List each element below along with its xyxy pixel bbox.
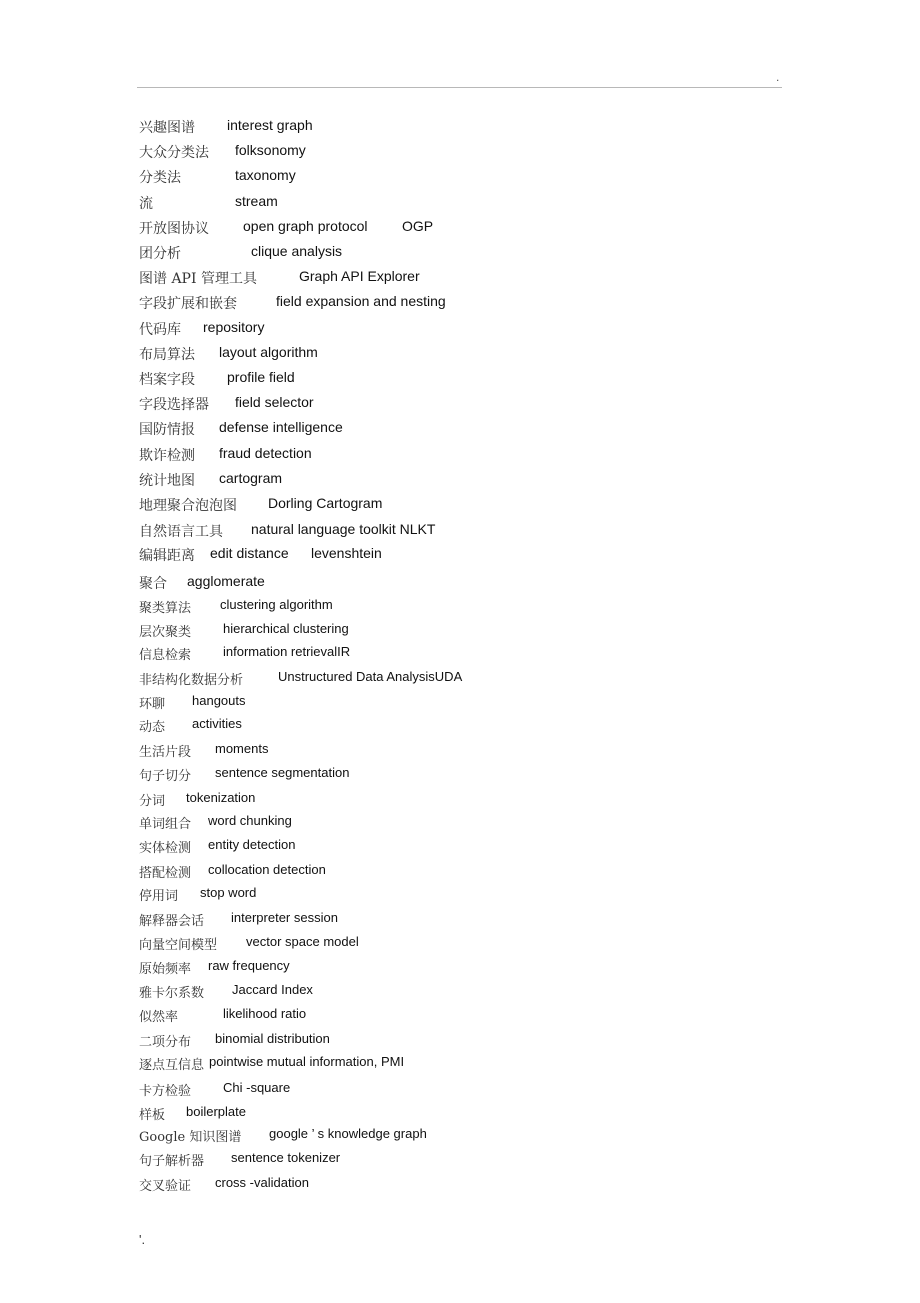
glossary-row: [139, 910, 338, 929]
glossary-row: [139, 621, 349, 640]
term-chinese: 句子切分: [139, 769, 192, 784]
glossary-row: [139, 495, 383, 515]
term-english: binomial distribution: [215, 1031, 330, 1046]
glossary-row: [139, 445, 312, 465]
glossary-row: [139, 344, 318, 364]
term-abbreviation: levenshtein: [311, 545, 382, 561]
term-english: boilerplate: [186, 1104, 246, 1119]
term-english: Chi -square: [223, 1080, 291, 1095]
term-english: profile field: [227, 369, 295, 385]
glossary-row: [139, 1104, 246, 1123]
glossary-row: [139, 117, 313, 137]
term-english: interest graph: [227, 117, 313, 133]
term-english: field expansion and nesting: [276, 293, 446, 309]
term-chinese: 欺诈检测: [139, 448, 195, 464]
term-chinese: 地理聚合泡泡图: [139, 498, 237, 514]
glossary-row: [139, 716, 242, 735]
glossary-row: [139, 1150, 341, 1169]
term-english: clique analysis: [251, 243, 343, 259]
glossary-row: [139, 545, 382, 565]
term-chinese: 开放图协议: [139, 221, 209, 237]
glossary-row: [139, 790, 256, 809]
term-english: interpreter session: [231, 910, 338, 925]
term-english: field selector: [235, 394, 314, 410]
term-english: cartogram: [219, 470, 283, 486]
term-chinese: 向量空间模型: [139, 938, 218, 953]
glossary-row: [139, 597, 333, 616]
term-chinese: 单词组合: [139, 817, 192, 832]
term-chinese: 编辑距离: [139, 548, 195, 564]
term-chinese: 样板: [139, 1108, 166, 1123]
glossary-row: [139, 982, 313, 1001]
term-chinese: 实体检测: [139, 841, 192, 856]
term-english: sentence tokenizer: [231, 1150, 341, 1165]
glossary-row: [139, 837, 296, 856]
term-chinese: 卡方检验: [139, 1084, 192, 1099]
term-english: Unstructured Data AnalysisUDA: [278, 669, 463, 684]
term-english: likelihood ratio: [223, 1006, 307, 1021]
glossary-row: [139, 419, 343, 439]
glossary-row: [139, 521, 436, 541]
glossary-row: [139, 193, 278, 213]
glossary-row: [139, 167, 296, 187]
term-chinese: 交叉验证: [139, 1179, 192, 1194]
term-chinese: 大众分类法: [139, 145, 209, 161]
term-english: folksonomy: [235, 142, 306, 158]
term-english: vector space model: [246, 934, 359, 949]
term-english: pointwise mutual information, PMI: [209, 1054, 405, 1069]
term-chinese: 似然率: [139, 1010, 179, 1025]
glossary-row: [139, 644, 351, 663]
term-chinese: 二项分布: [139, 1035, 192, 1050]
term-english: word chunking: [208, 813, 292, 828]
glossary-row: [139, 1006, 307, 1025]
term-english: clustering algorithm: [220, 597, 333, 612]
term-chinese: 原始频率: [139, 962, 192, 977]
glossary-row: [139, 142, 306, 162]
term-english: stop word: [200, 885, 257, 900]
glossary-row: [139, 268, 420, 288]
glossary-row: [139, 958, 290, 977]
term-chinese: 雅卡尔系数: [139, 986, 205, 1001]
term-english: google ’ s knowledge graph: [269, 1126, 427, 1141]
term-chinese: 逐点互信息: [139, 1058, 205, 1073]
glossary-row: [139, 573, 265, 593]
term-english: information retrievalIR: [223, 644, 351, 659]
glossary-row: [139, 218, 434, 238]
term-english: hangouts: [192, 693, 246, 708]
term-english: repository: [203, 319, 265, 335]
term-english: entity detection: [208, 837, 296, 852]
header-mark: .: [776, 70, 780, 84]
glossary-row: [139, 293, 446, 313]
term-chinese: 环聊: [139, 697, 166, 712]
term-english: open graph protocol: [243, 218, 368, 234]
term-chinese: 动态: [139, 720, 166, 735]
glossary-row: [139, 394, 314, 414]
glossary-row: [139, 470, 283, 490]
term-english: natural language toolkit NLKT: [251, 521, 436, 537]
term-english: Graph API Explorer: [299, 268, 420, 284]
term-chinese: 非结构化数据分析: [139, 673, 244, 688]
term-chinese: 统计地图: [139, 473, 195, 489]
term-english: cross -validation: [215, 1175, 309, 1190]
term-chinese: Google 知识图谱: [139, 1130, 242, 1145]
glossary-row: [139, 669, 463, 688]
term-chinese: 聚类算法: [139, 601, 192, 616]
term-english: layout algorithm: [219, 344, 318, 360]
term-chinese: 布局算法: [139, 347, 195, 363]
term-english: activities: [192, 716, 242, 731]
header-rule: [137, 87, 782, 88]
term-chinese: 团分析: [139, 246, 181, 262]
term-chinese: 兴趣图谱: [139, 120, 195, 136]
term-chinese: 层次聚类: [139, 625, 192, 640]
glossary-row: [139, 813, 292, 832]
term-english: sentence segmentation: [215, 765, 350, 780]
term-english: stream: [235, 193, 278, 209]
term-chinese: 分类法: [139, 170, 181, 186]
term-english: edit distance: [210, 545, 289, 561]
term-english: Dorling Cartogram: [268, 495, 383, 511]
term-chinese: 句子解析器: [139, 1154, 205, 1169]
glossary-row: [139, 862, 326, 881]
glossary-row: [139, 693, 246, 712]
glossary-row: [139, 319, 265, 339]
term-english: defense intelligence: [219, 419, 343, 435]
term-chinese: 字段扩展和嵌套: [139, 296, 237, 312]
term-english: hierarchical clustering: [223, 621, 349, 636]
term-english: agglomerate: [187, 573, 265, 589]
term-english: moments: [215, 741, 269, 756]
term-chinese: 信息检索: [139, 648, 192, 663]
term-chinese: 分词: [139, 794, 166, 809]
term-chinese: 自然语言工具: [139, 524, 223, 540]
term-english: fraud detection: [219, 445, 312, 461]
glossary-row: [139, 765, 350, 784]
glossary-row: [139, 1175, 309, 1194]
term-chinese: 国防情报: [139, 422, 195, 438]
glossary-row: [139, 1054, 405, 1073]
glossary-row: [139, 741, 269, 760]
term-chinese: 生活片段: [139, 745, 192, 760]
glossary-row: [139, 885, 257, 904]
term-chinese: 停用词: [139, 889, 179, 904]
term-chinese: 聚合: [139, 576, 167, 592]
term-chinese: 搭配检测: [139, 866, 192, 881]
term-english: Jaccard Index: [232, 982, 313, 997]
footer-mark: '.: [139, 1232, 146, 1247]
glossary-row: [139, 1126, 427, 1145]
glossary-row: [139, 369, 295, 389]
glossary-row: [139, 1031, 330, 1050]
term-english: raw frequency: [208, 958, 290, 973]
term-abbreviation: OGP: [402, 218, 434, 234]
term-chinese: 图谱 API 管理工具: [139, 271, 257, 287]
term-chinese: 字段选择器: [139, 397, 209, 413]
term-english: tokenization: [186, 790, 256, 805]
term-english: taxonomy: [235, 167, 296, 183]
term-chinese: 流: [139, 196, 153, 212]
glossary-row: [139, 1080, 291, 1099]
term-english: collocation detection: [208, 862, 326, 877]
glossary-row: [139, 934, 359, 953]
term-chinese: 代码库: [139, 322, 181, 338]
glossary-row: [139, 243, 343, 263]
term-chinese: 档案字段: [139, 372, 195, 388]
term-chinese: 解释器会话: [139, 914, 205, 929]
